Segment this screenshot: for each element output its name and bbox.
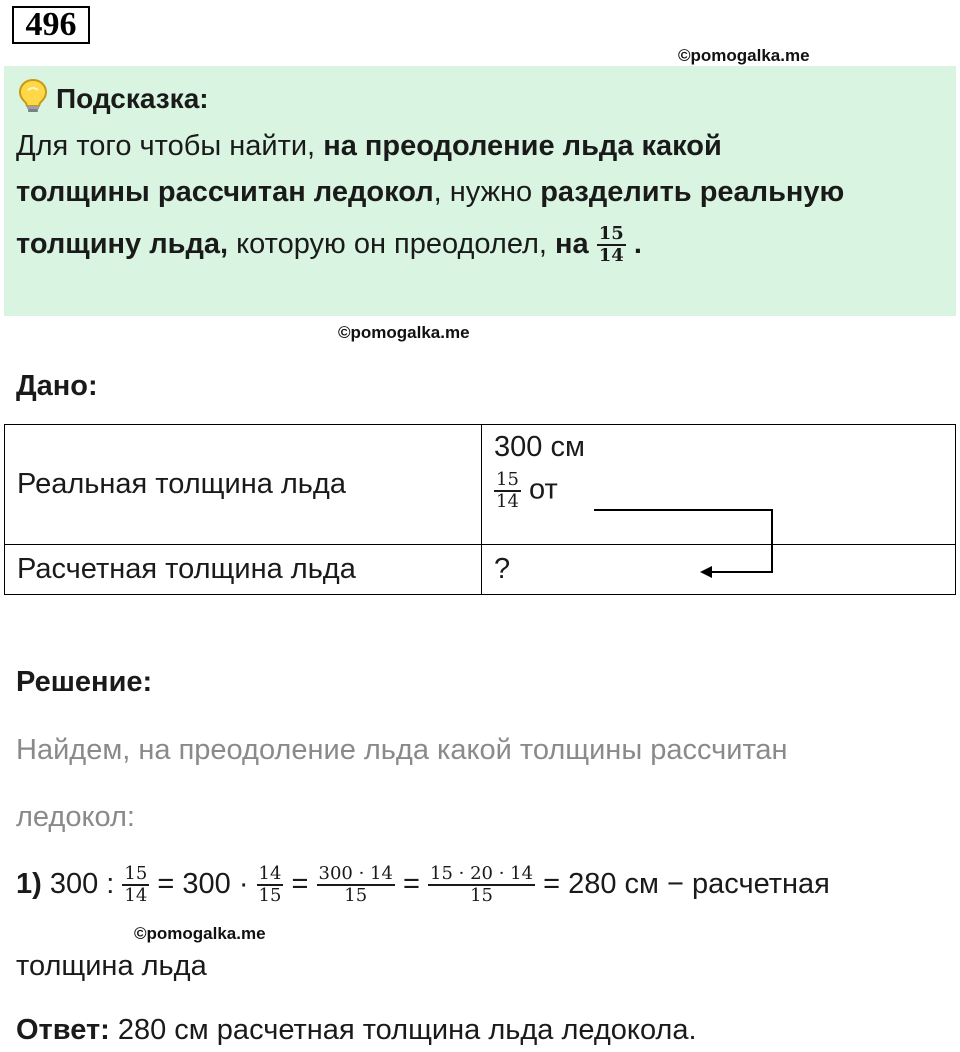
lightbulb-icon (18, 78, 48, 123)
answer-text: 280 см расчетная толщина льда ледокола. (109, 1014, 697, 1046)
watermark: ©pomogalka.me (678, 46, 810, 65)
table-row (5, 545, 956, 595)
row-value-calc-thickness: ? (482, 545, 956, 595)
hint-line-3: толщину льда, которую он преодолел, на $\frac{15}{14}$ . (16, 223, 642, 267)
hint-fraction: $\frac{15}{14}$ (598, 223, 624, 267)
hint-title-text: Подсказка: (56, 82, 209, 114)
given-label: Дано: (16, 370, 98, 402)
fraction: $\frac{15}{14}$ (124, 863, 148, 907)
row-value-real-thickness: 300 см $\frac{15}{14}$ от (482, 425, 956, 545)
hint-line-1: Для того чтобы найти, на преодоление льда какой (16, 130, 722, 162)
row-label-calc-thickness: Расчетная толщина льда (5, 545, 482, 595)
solution-intro-2: ледокол: (16, 801, 135, 833)
given-table (4, 424, 956, 595)
solution-step-1: 1) 300 : $\frac{15}{14}$ = 300 · $\frac{14}{15}$ = $\frac{300 \cdot 14}{15}$ = $\frac{15 \cdot 20 \cdot 14}{15}$ = 280 см − расчетная (16, 863, 830, 907)
fraction: $\frac{15 \cdot 20 \cdot 14}{15}$ (430, 863, 534, 907)
table-row (5, 425, 956, 545)
solution-label: Решение: (16, 666, 153, 698)
answer-label: Ответ: (16, 1014, 110, 1046)
step-number: 1) (16, 868, 42, 900)
answer (16, 1010, 697, 1050)
hint-title (18, 78, 209, 123)
given-fraction: $\frac{15}{14}$ (496, 469, 519, 512)
of-text: от (528, 473, 558, 506)
hint-line-2: толщины рассчитан ледокол, нужно разделить реальную (16, 176, 845, 208)
row-label-real-thickness: Реальная толщина льда (5, 425, 482, 545)
fraction: $\frac{300 \cdot 14}{15}$ (318, 863, 393, 907)
problem-number: 496 (12, 6, 90, 44)
arrow-connector (590, 500, 790, 585)
fraction: $\frac{14}{15}$ (258, 863, 282, 907)
watermark: ©pomogalka.me (134, 924, 266, 943)
solution-intro-1: Найдем, на преодоление льда какой толщины рассчитан (16, 734, 788, 766)
watermark: ©pomogalka.me (338, 323, 470, 342)
solution-step-1-cont: толщина льда (16, 950, 207, 982)
